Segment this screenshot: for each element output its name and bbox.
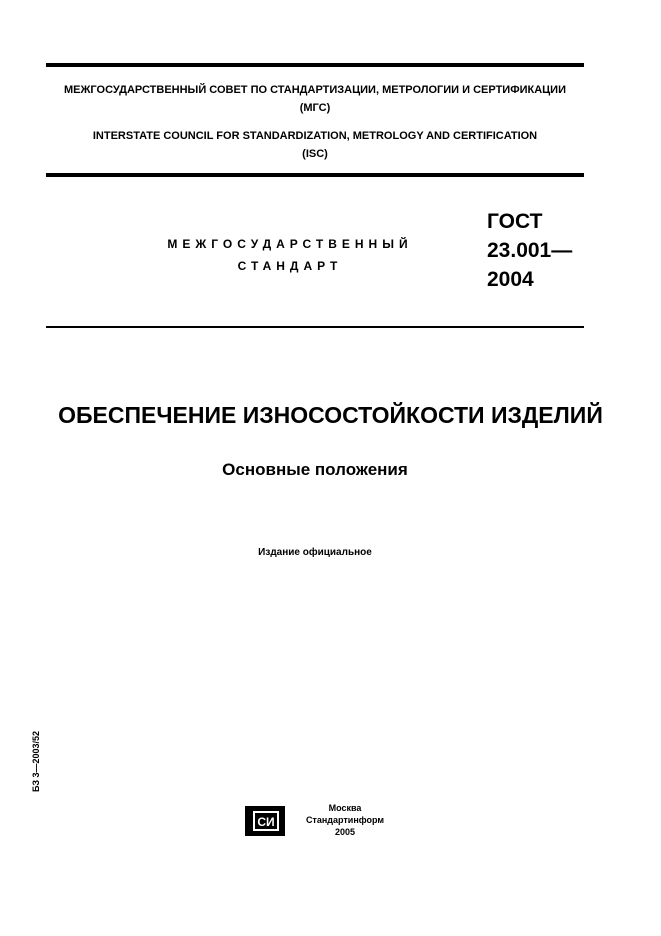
title-rule — [46, 326, 584, 328]
edition-label: Издание официальное — [258, 547, 372, 558]
publisher-info — [300, 802, 390, 838]
gost-prefix: ГОСТ — [487, 210, 543, 233]
council-ru — [46, 81, 584, 117]
document-subtitle: Основные положения — [222, 460, 408, 479]
logo-text: СИ — [257, 815, 275, 829]
top-rule — [46, 63, 584, 67]
standartinform-logo-icon — [245, 806, 285, 836]
gost-year: 2004 — [487, 268, 534, 291]
interstate-standard-label — [110, 233, 470, 277]
side-code: БЗ 3—2003/52 — [31, 730, 41, 792]
council-ru-name: МЕЖГОСУДАРСТВЕННЫЙ СОВЕТ ПО СТАНДАРТИЗАЦИИ, МЕТРОЛОГИИ И СЕРТИФИКАЦИИ — [63, 84, 566, 96]
publisher-city: Москва — [328, 803, 362, 813]
document-title: ОБЕСПЕЧЕНИЕ ИЗНОСОСТОЙКОСТИ ИЗДЕЛИЙ — [58, 402, 603, 428]
header-rule — [46, 173, 584, 177]
council-ru-abbr: (МГС) — [299, 102, 331, 114]
gost-designation — [487, 207, 572, 294]
publisher-name: Стандартинформ — [305, 815, 385, 825]
interstate-label-line2: СТАНДАРТ — [237, 259, 343, 273]
gost-number: 23.001— — [487, 239, 573, 262]
council-en-name: INTERSTATE COUNCIL FOR STANDARDIZATION, METROLOGY AND CERTIFICATION — [92, 130, 538, 142]
interstate-label-line1: МЕЖГОСУДАРСТВЕННЫЙ — [167, 237, 413, 251]
council-en — [46, 127, 584, 163]
publisher-year: 2005 — [334, 827, 356, 837]
council-en-abbr: (ISC) — [302, 148, 328, 160]
